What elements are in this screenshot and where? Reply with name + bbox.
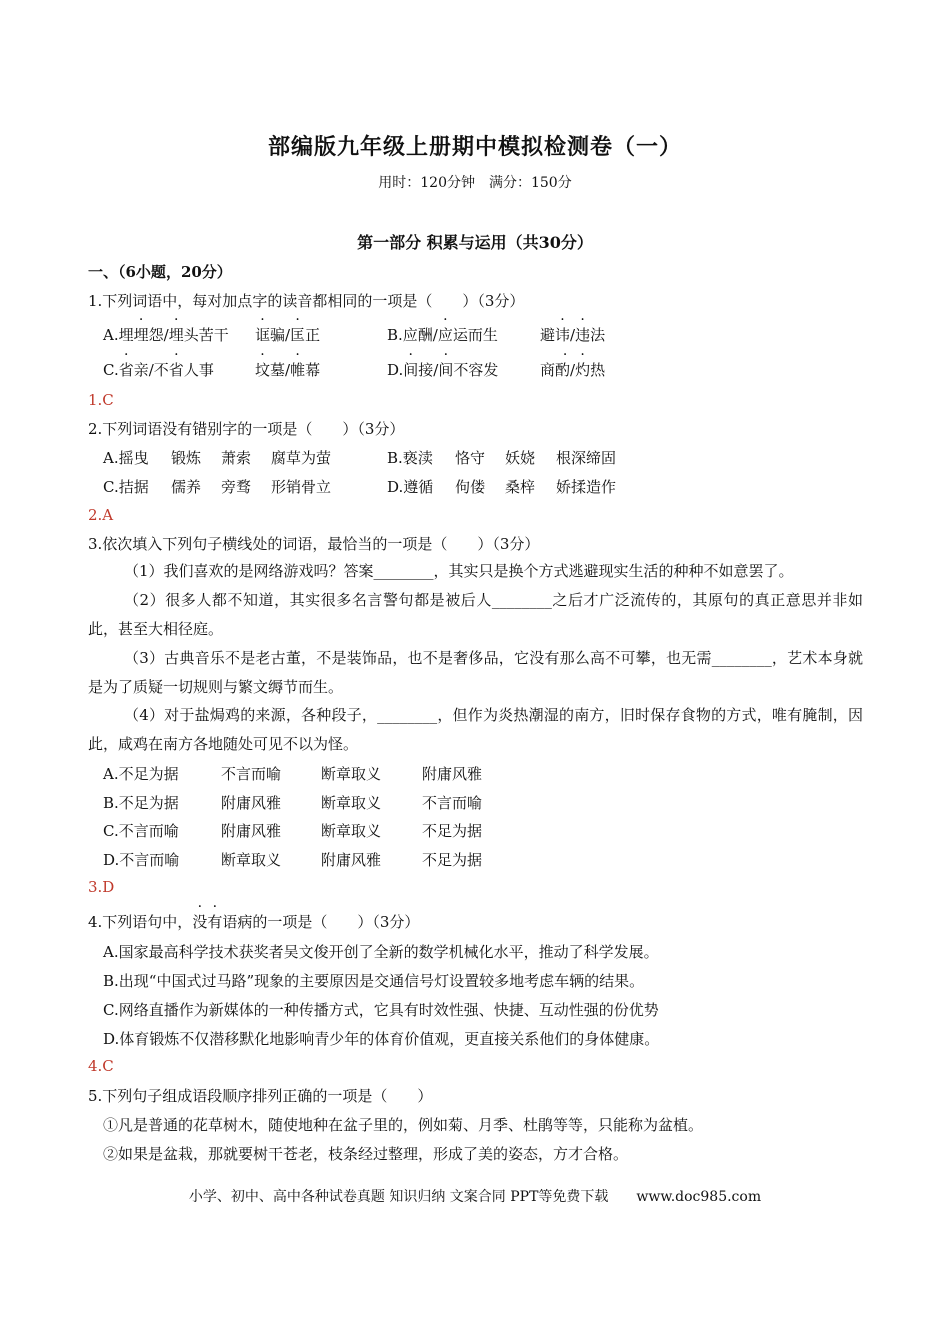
q2-option-b-2: 恪守 [455,449,486,467]
q3-sentence-4: （4）对于盐焗鸡的来源，各种段子，________，但作为炎热潮湿的南方，旧时保存食物的方式，唯有腌制，因此，咸鸡在南方各地随处可见不以为怪。 [88,706,863,753]
q1-answer: 1.C [88,391,114,409]
q2-option-c-4: 形销骨立 [271,478,332,496]
q3-option-b-2: 附庸风雅 [221,794,282,812]
q3-sentence-2: （2）很多人都不知道，其实很多名言警句都是被后人________之后才广泛流传的，其原句的真正意思并非如此，甚至大相径庭。 [88,591,863,638]
q2-option-a-1: A.摇曳 [103,449,149,467]
q5-sentence-1: ①凡是普通的花草树木，随使地种在盆子里的，例如菊、月季、杜鹃等等，只能称为盆植。 [103,1116,704,1134]
q4-stem: 4.下列语句中，没有语病的一项是（ ）（3分） [88,913,420,931]
footer-text: 小学、初中、高中各种试卷真题 知识归纳 文案合同 PPT等免费下载 www.doc985.com [188,1189,762,1205]
q2-option-d-3: 桑梓 [505,478,536,496]
q1-option-d-pair2: 商· 酌/灼热 [540,359,605,380]
q1-stem: 1.下列词语中，每对加点字的读音都相同的一项是（ ）（3分） [88,292,525,310]
q3-stem: 3.依次填入下列句子横线处的词语，最恰当的一项是（ ）（3分） [88,535,540,553]
q1-option-c-pair2: 坟墓/帷幕 [255,361,321,379]
q3-option-d-2: 断章取义 [221,851,282,869]
q4-option-d: D.体育锻炼不仅潜移默化地影响青少年的体育价值观，更直接关系他们的身体健康。 [103,1030,660,1048]
q3-option-c-1: C.不言而喻 [103,822,179,840]
q3-option-d-4: 不足为据 [422,851,483,869]
q1-option-a-pair2: 诓骗/匡正 [255,326,321,344]
q2-option-b-4: 根深缔固 [556,449,617,467]
q2-option-b-1: B.亵渎 [387,449,433,467]
q1-option-b-pair2: 避讳/违法 [540,326,606,344]
q4-answer: 4.C [88,1057,114,1075]
page-title: 部编版九年级上册期中模拟检测卷（一） [267,134,682,160]
q2-option-d-1: D.遵循 [387,478,434,496]
q5-stem: 5.下列句子组成语段顺序排列正确的一项是（ ） [88,1087,433,1105]
q3-option-c-2: 附庸风雅 [221,822,282,840]
q5-sentence-2: ②如果是盆栽，那就要树干苍老，枝条经过整理，形成了美的姿态，方才合格。 [103,1145,629,1163]
q2-option-d-2: 佝偻 [455,478,486,496]
q3-answer: 3.D [88,878,115,896]
q2-option-c-3: 旁骛 [221,478,252,496]
q4-option-c: C.网络直播作为新媒体的一种传播方式，它具有时效性强、快捷、互动性强的份优势 [103,1001,659,1019]
exam-meta: 用时：120分钟 满分：150分 [378,175,572,191]
q2-option-b-3: 妖娆 [505,449,536,467]
q3-option-b-3: 断章取义 [321,794,382,812]
q3-option-d-1: D.不言而喻 [103,851,180,869]
q2-stem: 2.下列词语没有错别字的一项是（ ）（3分） [88,420,405,438]
q3-option-a-3: 断章取义 [321,765,382,783]
q3-sentence-1: （1）我们喜欢的是网络游戏吗？答案________，其实只是换个方式逃避现实生活的种种不如意罢了。 [124,562,794,580]
q3-option-c-4: 不足为据 [422,822,483,840]
q2-option-d-4: 娇揉造作 [556,478,617,496]
q2-option-c-2: 儒养 [171,478,202,496]
q3-option-a-2: 不言而喻 [221,765,282,783]
q3-option-a-1: A.不足为据 [103,765,179,783]
q3-sentence-3: （3）古典音乐不是老古董，不是装饰品，也不是奢侈品，它没有那么高不可攀，也无需________，艺术本身就是为了质疑一切规则与繁文缛节而生。 [88,649,863,696]
section-heading: 一、（6小题，20分） [88,263,232,281]
q4-option-b: B.出现“中国式过马路”现象的主要原因是交通信号灯设置较多地考虑车辆的结果。 [103,972,645,990]
part-heading: 第一部分 积累与运用（共30分） [357,233,593,252]
q2-answer: 2.A [88,506,114,524]
q2-option-a-3: 萧索 [221,449,252,467]
q1-option-b: B.应酬/应运而生 [387,326,498,344]
q3-option-c-3: 断章取义 [321,822,382,840]
q3-option-b-4: 不言而喻 [422,794,483,812]
q2-option-a-2: 锻炼 [171,449,202,467]
q3-option-d-3: 附庸风雅 [321,851,382,869]
q2-option-c-1: C.拮据 [103,478,149,496]
q4-option-a: A.国家最高科学技术获奖者吴文俊开创了全新的数学机械化水平，推动了科学发展。 [103,943,659,961]
q1-option-c: C.省亲/不省人事 [103,361,214,379]
q1-option-d: D.间接/间不容发 [387,361,499,379]
q1-option-a-line: A.埋埋怨/埋头苦干 [103,324,233,345]
q2-option-a-4: 腐草为萤 [271,449,332,467]
q3-option-b-1: B.不足为据 [103,794,179,812]
q3-option-a-4: 附庸风雅 [422,765,483,783]
